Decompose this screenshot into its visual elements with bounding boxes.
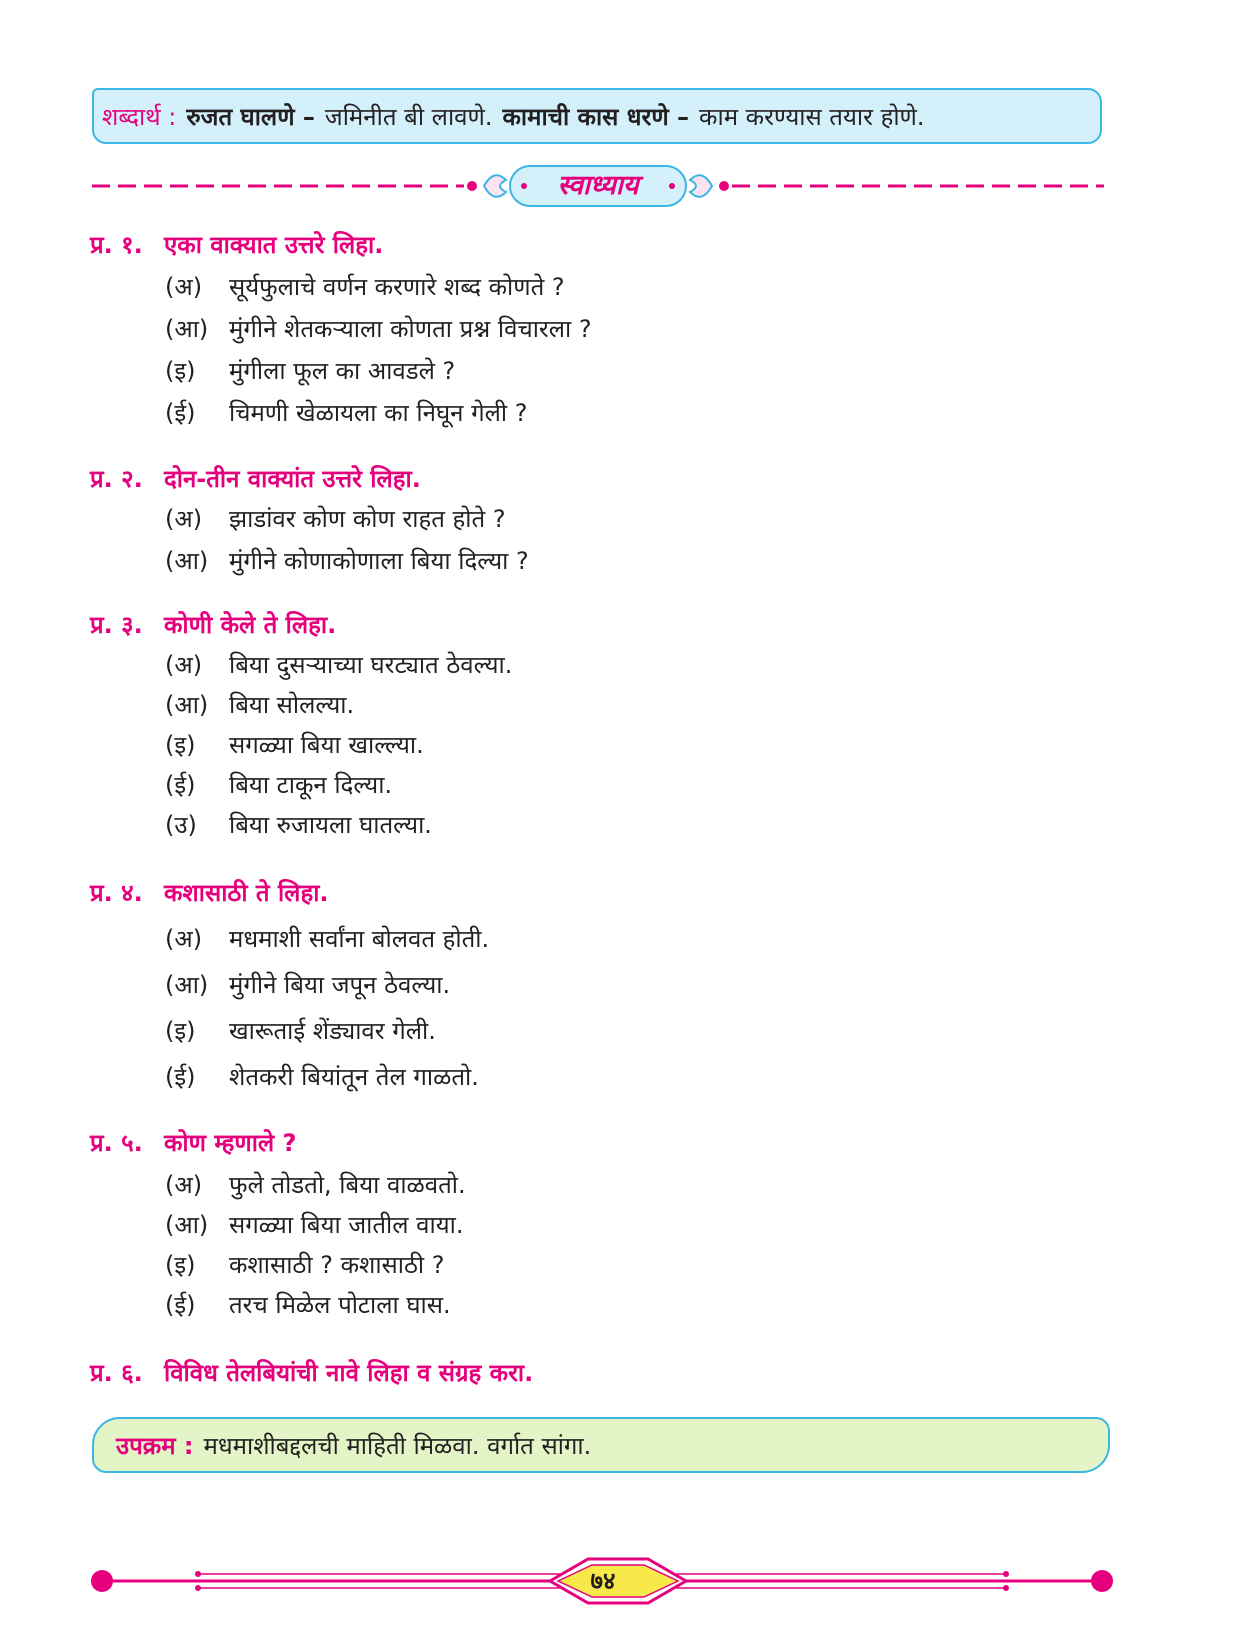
list-item — [165, 922, 489, 956]
list-item — [165, 808, 432, 842]
question-title: कोण म्हणाले ? — [164, 1129, 297, 1157]
item-text: बिया टाकून दिल्या. — [229, 771, 393, 799]
list-item — [165, 728, 424, 762]
item-label: (अ) — [165, 273, 203, 301]
question-2 — [90, 462, 421, 496]
item-label: (आ) — [165, 691, 209, 719]
activity-label: उपक्रम : — [116, 1431, 194, 1460]
list-item — [165, 1248, 445, 1282]
question-title: कोणी केले ते लिहा. — [164, 611, 337, 639]
list-item — [165, 768, 392, 802]
list-item — [165, 502, 506, 536]
item-text: बिया सोलल्या. — [229, 691, 355, 719]
item-text: खारूताई शेंड्यावर गेली. — [229, 1017, 436, 1045]
item-label: (उ) — [165, 811, 197, 839]
question-number: प्र. २. — [90, 465, 143, 493]
item-label: (ई) — [165, 1063, 196, 1091]
question-3 — [90, 608, 336, 642]
question-title: कशासाठी ते लिहा. — [164, 879, 329, 907]
list-item — [165, 1060, 479, 1094]
question-1 — [90, 228, 383, 262]
item-label: (इ) — [165, 357, 196, 385]
glossary-meaning-1: जमिनीत बी लावणे. — [324, 102, 493, 131]
glossary-label: शब्दार्थ : — [102, 102, 177, 131]
item-label: (इ) — [165, 1251, 196, 1279]
activity-text: मधमाशीबद्दलची माहिती मिळवा. वर्गात सांगा. — [203, 1431, 592, 1460]
question-5 — [90, 1126, 296, 1160]
item-text: तरच मिळेल पोटाला घास. — [229, 1291, 451, 1319]
page-footer — [88, 1555, 1118, 1607]
glossary-box — [92, 88, 1102, 144]
item-label: (इ) — [165, 1017, 196, 1045]
question-number: प्र. १. — [90, 231, 143, 259]
item-label: (आ) — [165, 971, 209, 999]
question-number: प्र. ३. — [90, 611, 143, 639]
list-item — [165, 1288, 451, 1322]
item-label: (अ) — [165, 1171, 203, 1199]
list-item — [165, 968, 450, 1002]
glossary-meaning-2: काम करण्यास तयार होणे. — [699, 102, 925, 131]
question-title: दोन-तीन वाक्यांत उत्तरे लिहा. — [164, 465, 421, 493]
item-label: (आ) — [165, 1211, 209, 1239]
item-text: सगळ्या बिया खाल्ल्या. — [229, 731, 424, 759]
question-6 — [90, 1356, 533, 1390]
item-text: मुंगीने बिया जपून ठेवल्या. — [229, 971, 451, 999]
item-label: (ई) — [165, 399, 196, 427]
item-text: मुंगीने कोणाकोणाला बिया दिल्या ? — [229, 547, 529, 575]
question-number: प्र. ५. — [90, 1129, 143, 1157]
item-text: मुंगीने शेतकऱ्याला कोणता प्रश्न विचारला ? — [229, 315, 592, 343]
item-text: सगळ्या बिया जातील वाया. — [229, 1211, 464, 1239]
list-item — [165, 396, 527, 430]
item-text: सूर्यफुलाचे वर्णन करणारे शब्द कोणते ? — [229, 273, 565, 301]
item-label: (इ) — [165, 731, 196, 759]
list-item — [165, 270, 565, 304]
item-text: फुले तोडतो, बिया वाळवतो. — [229, 1171, 466, 1199]
item-label: (आ) — [165, 547, 209, 575]
question-4 — [90, 876, 329, 910]
glossary-term-2: कामाची कास धरणे – — [502, 102, 690, 131]
item-label: (अ) — [165, 505, 203, 533]
item-label: (ई) — [165, 771, 196, 799]
item-label: (अ) — [165, 651, 203, 679]
page-number: ७४ — [590, 1567, 616, 1595]
item-label: (ई) — [165, 1291, 196, 1319]
list-item — [165, 544, 529, 578]
list-item — [165, 1168, 466, 1202]
item-text: चिमणी खेळायला का निघून गेली ? — [229, 399, 528, 427]
section-title: स्वाध्याय — [557, 170, 639, 201]
list-item — [165, 1208, 464, 1242]
item-text: मधमाशी सर्वांना बोलवत होती. — [229, 925, 490, 953]
list-item — [165, 354, 455, 388]
question-number: प्र. ४. — [90, 879, 143, 907]
item-label: (आ) — [165, 315, 209, 343]
section-heading — [92, 162, 1104, 210]
item-text: मुंगीला फूल का आवडले ? — [229, 357, 456, 385]
item-text: बिया दुसऱ्याच्या घरट्यात ठेवल्या. — [229, 651, 513, 679]
question-title: एका वाक्यात उत्तरे लिहा. — [164, 231, 384, 259]
question-title: विविध तेलबियांची नावे लिहा व संग्रह करा. — [164, 1359, 534, 1387]
item-text: झाडांवर कोण कोण राहत होते ? — [229, 505, 506, 533]
item-text: कशासाठी ? कशासाठी ? — [229, 1251, 445, 1279]
list-item — [165, 648, 512, 682]
list-item — [165, 312, 592, 346]
list-item — [165, 688, 354, 722]
item-text: शेतकरी बियांतून तेल गाळतो. — [229, 1063, 479, 1091]
activity-box — [92, 1417, 1110, 1473]
glossary-term-1: रुजत घालणे – — [186, 102, 315, 131]
item-label: (अ) — [165, 925, 203, 953]
item-text: बिया रुजायला घातल्या. — [229, 811, 432, 839]
question-number: प्र. ६. — [90, 1359, 143, 1387]
list-item — [165, 1014, 436, 1048]
